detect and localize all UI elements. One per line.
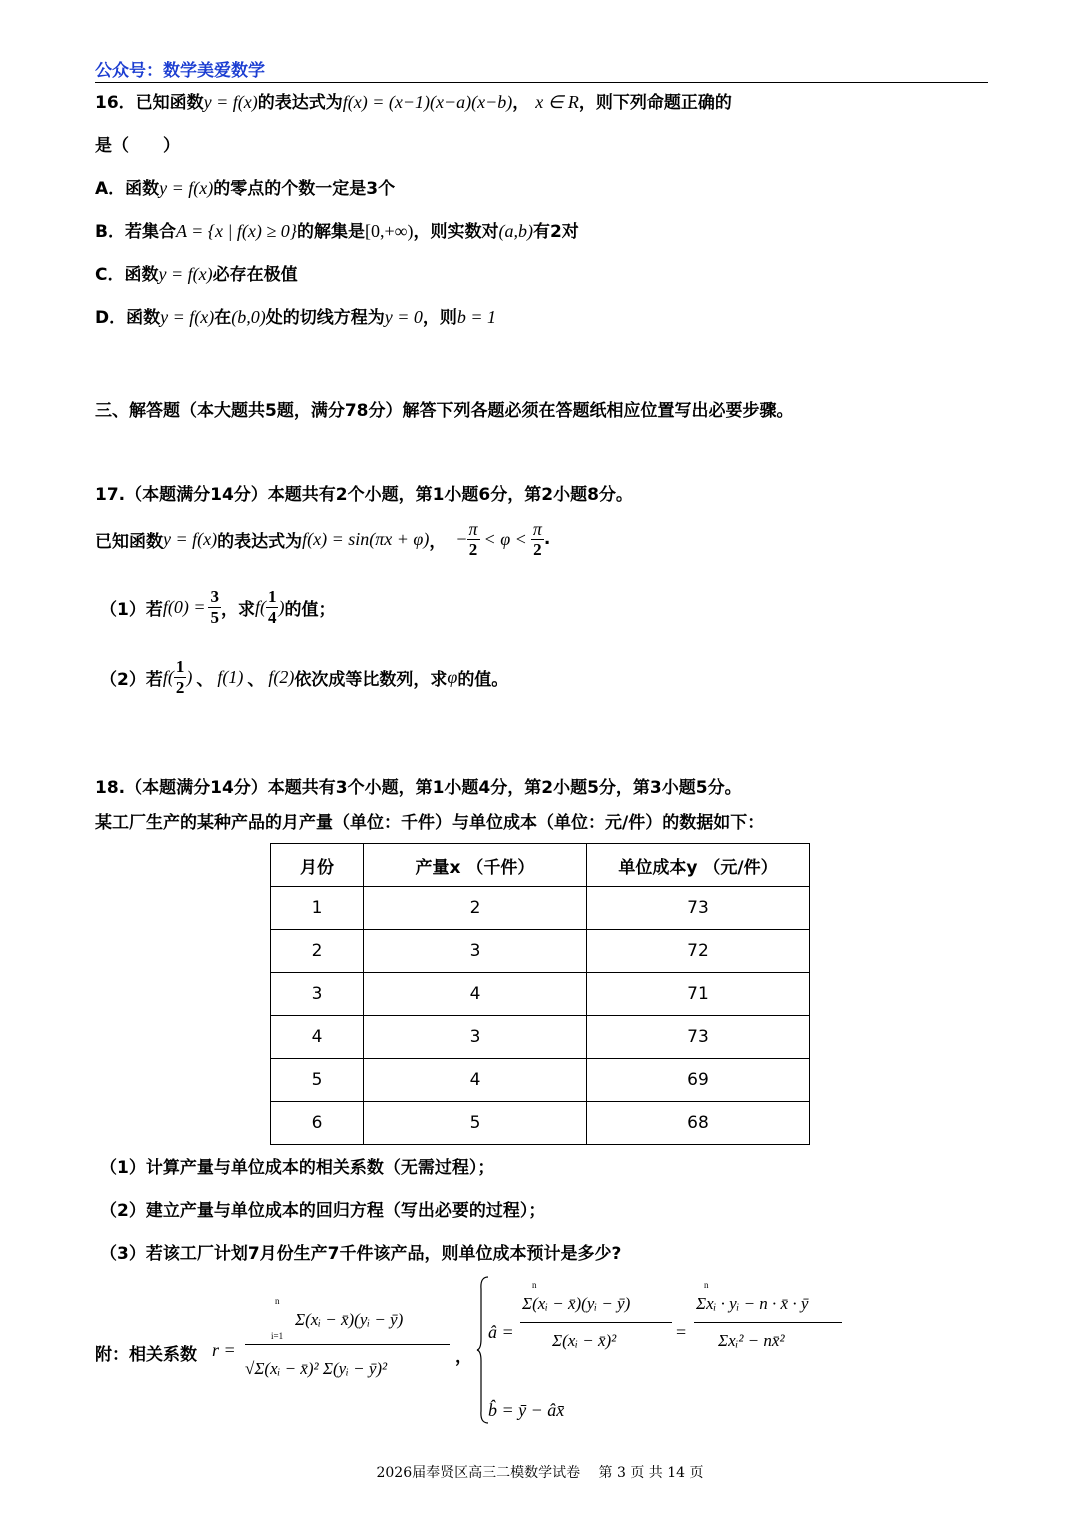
q16-option-c — [95, 260, 298, 285]
option-text: 在 — [214, 308, 232, 328]
frac-num: 1 — [267, 586, 277, 606]
table-cell: 73 — [587, 1016, 810, 1059]
q17-text: 的表达式为 — [217, 531, 303, 552]
table-header: 产量x （千件） — [364, 844, 587, 887]
option-math: y = f(x) — [159, 178, 214, 198]
table-cell: 5 — [271, 1059, 364, 1102]
q17-dot: . — [543, 529, 551, 549]
b-hat-equation: b̂ = ȳ − âx̄ — [488, 1400, 565, 1420]
q16-text: ， — [512, 93, 530, 113]
table-row — [271, 930, 810, 973]
a2-num-text: Σxᵢ · yᵢ − n · x̄ · ȳ — [696, 1294, 809, 1313]
table-cell: 4 — [364, 1059, 587, 1102]
q17-minus: − — [456, 528, 467, 549]
part-text: ，求 — [220, 599, 255, 620]
sum-upper: n — [532, 1280, 537, 1290]
part-label: （1）若 — [100, 599, 163, 620]
q16-line1 — [95, 88, 732, 113]
frac-num: π — [468, 518, 478, 539]
part-math: f( — [254, 596, 266, 617]
table-cell: 2 — [364, 887, 587, 930]
q17-head: 17.（本题满分14分）本题共有2个小题，第1小题6分，第2小题8分。 — [95, 485, 633, 505]
part-math: f(2) — [268, 666, 295, 687]
part-math: f( — [162, 666, 174, 687]
q18-intro: 某工厂生产的某种产品的月产量（单位：千件）与单位成本（单位：元/件）的数据如下： — [95, 813, 765, 833]
part-label: （2）若 — [100, 669, 163, 690]
q17-frac-3-5 — [208, 587, 221, 628]
sum-upper: n — [704, 1280, 709, 1290]
q18-part1: （1）计算产量与单位成本的相关系数（无需过程）； — [100, 1158, 495, 1178]
a2-numerator — [694, 1280, 842, 1322]
part-text: 的值； — [284, 599, 336, 620]
q17-intro — [95, 514, 550, 564]
a2-denominator — [694, 1323, 842, 1365]
option-math: y = f(x) — [158, 264, 213, 284]
part-math: φ — [447, 666, 458, 687]
r-lhs: r = — [212, 1340, 236, 1360]
q18-part3: （3）若该工厂计划7月份生产7千件该产品，则单位成本预计是多少? — [100, 1244, 622, 1264]
part-text: 的值。 — [457, 669, 509, 690]
option-label: C．函数 — [95, 265, 159, 285]
frac-den: 2 — [533, 539, 542, 559]
q17-frac-pi-2 — [467, 519, 480, 560]
q16-option-d — [95, 303, 496, 328]
sum-lower: i=1 — [271, 1331, 284, 1341]
q18-part2: （2）建立产量与单位成本的回归方程（写出必要的过程）； — [100, 1201, 546, 1221]
option-text: ，则 — [422, 308, 457, 328]
a1-denominator — [520, 1323, 672, 1365]
q16-text: ，则下列命题正确的 — [578, 93, 732, 113]
table-cell: 5 — [364, 1102, 587, 1145]
table-cell: 3 — [271, 973, 364, 1016]
option-text: ，则实数对 — [413, 222, 499, 242]
q16-domain: x ∈ R — [535, 92, 579, 112]
part-math: f(0) = — [162, 596, 206, 617]
appendix-label: 附：相关系数 — [95, 1345, 197, 1365]
frac-num: 1 — [175, 656, 185, 676]
part-math: ) — [278, 596, 285, 617]
q17-fx: y = f(x) — [163, 528, 218, 549]
r-formula — [245, 1298, 450, 1395]
q16-option-b — [95, 217, 579, 242]
table-cell: 4 — [271, 1016, 364, 1059]
q17-text: ， — [429, 531, 447, 552]
table-cell: 4 — [364, 973, 587, 1016]
option-label: B．若集合 — [95, 222, 176, 242]
r-numerator — [245, 1296, 450, 1341]
table-header: 月份 — [271, 844, 364, 887]
option-text: 的解集是 — [296, 222, 365, 242]
option-text: 有2对 — [532, 222, 579, 242]
part-math: ) — [186, 666, 193, 687]
q16-text: 的表达式为 — [257, 93, 343, 113]
data-table — [270, 843, 810, 1145]
q17-expr: f(x) = sin(πx + φ) — [302, 528, 430, 549]
table-cell: 68 — [587, 1102, 810, 1145]
r-denominator — [245, 1345, 450, 1395]
frac-den: 2 — [175, 677, 185, 697]
option-text: 的零点的个数一定是3个 — [213, 179, 396, 199]
part-sep: 、 — [196, 669, 214, 690]
option-text: 处的切线方程为 — [265, 308, 385, 328]
q16-text: 16．已知函数 — [95, 93, 204, 113]
table-row — [271, 1016, 810, 1059]
option-math: [0,+∞) — [364, 221, 414, 241]
table-row — [271, 1059, 810, 1102]
frac-num: π — [532, 518, 542, 539]
q17-cond: < φ < — [483, 528, 527, 549]
header-rule — [95, 82, 988, 83]
table-header-row — [271, 844, 810, 887]
option-math: A = {x | f(x) ≥ 0} — [175, 221, 297, 241]
table-cell: 1 — [271, 887, 364, 930]
header-source: 公众号：数学美爱数学 — [95, 61, 265, 81]
table-row — [271, 973, 810, 1016]
q18-head: 18.（本题满分14分）本题共有3个小题，第1小题4分，第2小题5分，第3小题5分。 — [95, 778, 742, 798]
page-footer: 2026届奉贤区高三二模数学试卷 第 3 页 共 14 页 — [376, 1465, 704, 1481]
table-row — [271, 1102, 810, 1145]
part-math: f(1) — [217, 666, 244, 687]
formula-comma: ， — [455, 1347, 472, 1367]
table-cell: 3 — [364, 930, 587, 973]
frac-den: 2 — [468, 539, 478, 559]
a-hat-lhs: â = — [488, 1322, 514, 1342]
q17-part1 — [100, 582, 335, 632]
q16-option-a — [95, 174, 395, 199]
table-cell: 3 — [364, 1016, 587, 1059]
option-text: 必存在极值 — [212, 265, 298, 285]
table-cell: 6 — [271, 1102, 364, 1145]
option-math: y = f(x) — [160, 307, 215, 327]
sum-upper: n — [275, 1296, 280, 1306]
a-hat-frac2 — [694, 1280, 842, 1365]
a1-numerator — [520, 1280, 672, 1322]
q17-text: 已知函数 — [95, 531, 163, 552]
q16-expr: f(x) = (x−1)(x−a)(x−b) — [342, 92, 513, 112]
table-cell: 2 — [271, 930, 364, 973]
table-header: 单位成本y （元/件） — [587, 844, 810, 887]
option-math: b = 1 — [456, 307, 497, 327]
a1-num-text: Σ(xᵢ − x̄)(yᵢ − ȳ) — [522, 1294, 631, 1313]
q17-frac-pi-2b — [531, 519, 544, 560]
a2-den-text: Σxᵢ² − nx̄² — [718, 1331, 785, 1350]
q16-fx: y = f(x) — [203, 92, 258, 112]
a-hat-frac1 — [520, 1280, 672, 1365]
r-den-text: √Σ(xᵢ − x̄)² Σ(yᵢ − ȳ)² — [245, 1359, 388, 1378]
q17-frac-1-4 — [266, 587, 279, 628]
option-label: A．函数 — [95, 179, 160, 199]
option-label: D．函数 — [95, 308, 161, 328]
frac-den: 5 — [210, 607, 219, 627]
part-text: 依次成等比数列，求 — [294, 669, 448, 690]
option-math: y = 0 — [384, 307, 423, 327]
option-math: (a,b) — [498, 221, 533, 241]
table-cell: 71 — [587, 973, 810, 1016]
table-cell: 72 — [587, 930, 810, 973]
section-title: 三、解答题（本大题共5题，满分78分）解答下列各题必须在答题纸相应位置写出必要步骤。 — [95, 401, 794, 421]
table-cell: 73 — [587, 887, 810, 930]
table-cell: 69 — [587, 1059, 810, 1102]
a1-den-text: Σ(xᵢ − x̄)² — [552, 1331, 617, 1350]
part-sep: 、 — [247, 669, 265, 690]
a-hat-equals: = — [676, 1322, 687, 1342]
q17-part2 — [100, 652, 508, 702]
q16-line2: 是（ ） — [95, 136, 180, 156]
frac-den: 4 — [267, 607, 277, 627]
q17-frac-1-2 — [174, 657, 187, 698]
option-math: (b,0) — [231, 307, 266, 327]
frac-num: 3 — [210, 586, 219, 606]
r-num-text: Σ(xᵢ − x̄)(yᵢ − ȳ) — [295, 1310, 404, 1329]
table-row — [271, 887, 810, 930]
